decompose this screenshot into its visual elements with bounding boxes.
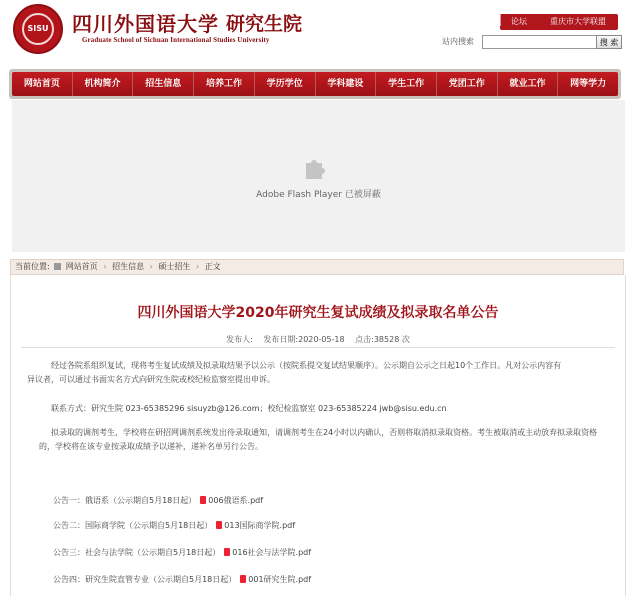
title-divider	[21, 347, 615, 348]
school-name-en: Graduate School of Sichuan International Studies University	[82, 36, 270, 44]
article-views: 点击:38528 次	[355, 335, 410, 344]
article-meta	[11, 334, 625, 345]
article-body	[10, 275, 626, 596]
search-input[interactable]	[482, 35, 598, 49]
graduate-school-name: 研究生院	[226, 13, 303, 35]
seal-inner-ring	[22, 13, 54, 45]
nav-equivalent-degree[interactable]: 网等学力	[570, 79, 607, 89]
seal-text: SISU	[27, 24, 49, 33]
pdf-icon	[200, 496, 206, 504]
top-links-bar	[500, 14, 618, 30]
main-nav-frame	[9, 69, 621, 99]
alliance-link[interactable]: 重庆市大学联盟	[550, 17, 606, 26]
nav-training[interactable]: 培养工作	[194, 72, 255, 96]
main-nav	[12, 72, 618, 96]
pdf-icon	[216, 521, 222, 529]
search-button[interactable]: 搜 索	[596, 35, 622, 49]
nav-employment[interactable]: 就业工作	[498, 72, 559, 96]
notice-item	[53, 574, 311, 585]
blocked-flash-banner[interactable]	[12, 100, 625, 252]
notice-label: 公告二：国际商学院（公示期自5月18日起）	[53, 521, 213, 530]
notice-item	[53, 520, 295, 531]
top-links-divider	[500, 14, 501, 26]
pdf-icon	[240, 575, 246, 583]
nav-party-affairs[interactable]: 党团工作	[437, 72, 498, 96]
notice-file-link[interactable]: 013国际商学院.pdf	[224, 521, 296, 530]
breadcrumb-prefix: 当前位置:	[15, 262, 50, 271]
nav-admissions[interactable]: 招生信息	[133, 72, 194, 96]
university-seal-logo[interactable]	[13, 4, 63, 54]
forum-link[interactable]: 论坛	[511, 17, 527, 26]
nav-about[interactable]: 机构简介	[73, 72, 134, 96]
notice-file-link[interactable]: 001研究生院.pdf	[248, 575, 312, 584]
flash-blocked-message: Adobe Flash Player 已被屏蔽	[256, 190, 381, 200]
nav-home[interactable]: 网站首页	[12, 72, 73, 96]
breadcrumb-admissions[interactable]: 招生信息	[112, 262, 145, 271]
school-name-cn: 四川外国语大学	[72, 12, 219, 36]
notice-label: 公告三：社会与法学院（公示期自5月18日起）	[53, 548, 221, 557]
paragraph-announcement-line1: 经过各院系组织复试，现将考生复试成绩及拟录取结果予以公示（按院系提交复试结果顺序）。公示期自公示之日起10个工作日。凡对公示内容有	[51, 361, 562, 370]
notice-file-link[interactable]: 016社会与法学院.pdf	[232, 548, 312, 557]
plugin-puzzle-icon	[303, 154, 329, 180]
notice-label: 公告一：俄语系（公示期自5月18日起）	[53, 496, 197, 505]
pdf-icon	[224, 548, 230, 556]
breadcrumb-arrow-icon: ›	[149, 262, 153, 271]
paragraph-contact: 联系方式：研究生院 023-65385296 sisuyzb@126.com；校纪检监察室 023-65385224 jwb@sisu.edu.cn	[51, 404, 447, 413]
paragraph-adjustment: 拟录取的调剂考生，学校将在研招网调剂系统发出待录取通知，请调剂考生在24小时以内确认，否则将取消拟录取资格。考生被取消或主动放弃拟录取资格的，学校将在该专业按录取成绩予以递补，递补名单另行公告。	[39, 428, 598, 451]
article-author: 发布人:	[226, 335, 253, 344]
article-title: 四川外国语大学2020年研究生复试成绩及拟录取名单公告	[137, 305, 499, 321]
home-icon	[54, 263, 61, 270]
breadcrumb-home[interactable]: 网站首页	[65, 262, 98, 271]
notice-file-link[interactable]: 006俄语系.pdf	[208, 496, 264, 505]
notice-label: 公告四：研究生院直管专业（公示期自5月18日起）	[53, 575, 237, 584]
site-header	[0, 0, 640, 64]
nav-student-affairs[interactable]: 学生工作	[376, 72, 437, 96]
breadcrumb-masters[interactable]: 硕士招生	[158, 262, 191, 271]
breadcrumb-arrow-icon: ›	[195, 262, 200, 271]
breadcrumb	[10, 259, 624, 275]
paragraph-announcement-line2: 异议者，可以通过书面实名方式向研究生院或校纪检监察室提出申诉。	[27, 375, 275, 384]
nav-disciplines[interactable]: 学科建设	[316, 72, 377, 96]
article-date: 发布日期:2020-05-18	[263, 335, 345, 344]
breadcrumb-current: 正文	[204, 262, 221, 271]
breadcrumb-arrow-icon: ›	[103, 262, 107, 271]
nav-degrees[interactable]: 学历学位	[255, 72, 316, 96]
paragraph-announcement	[27, 359, 609, 387]
notice-item	[53, 547, 311, 558]
notice-item	[53, 495, 263, 506]
search-label: 站内搜索	[442, 37, 474, 46]
